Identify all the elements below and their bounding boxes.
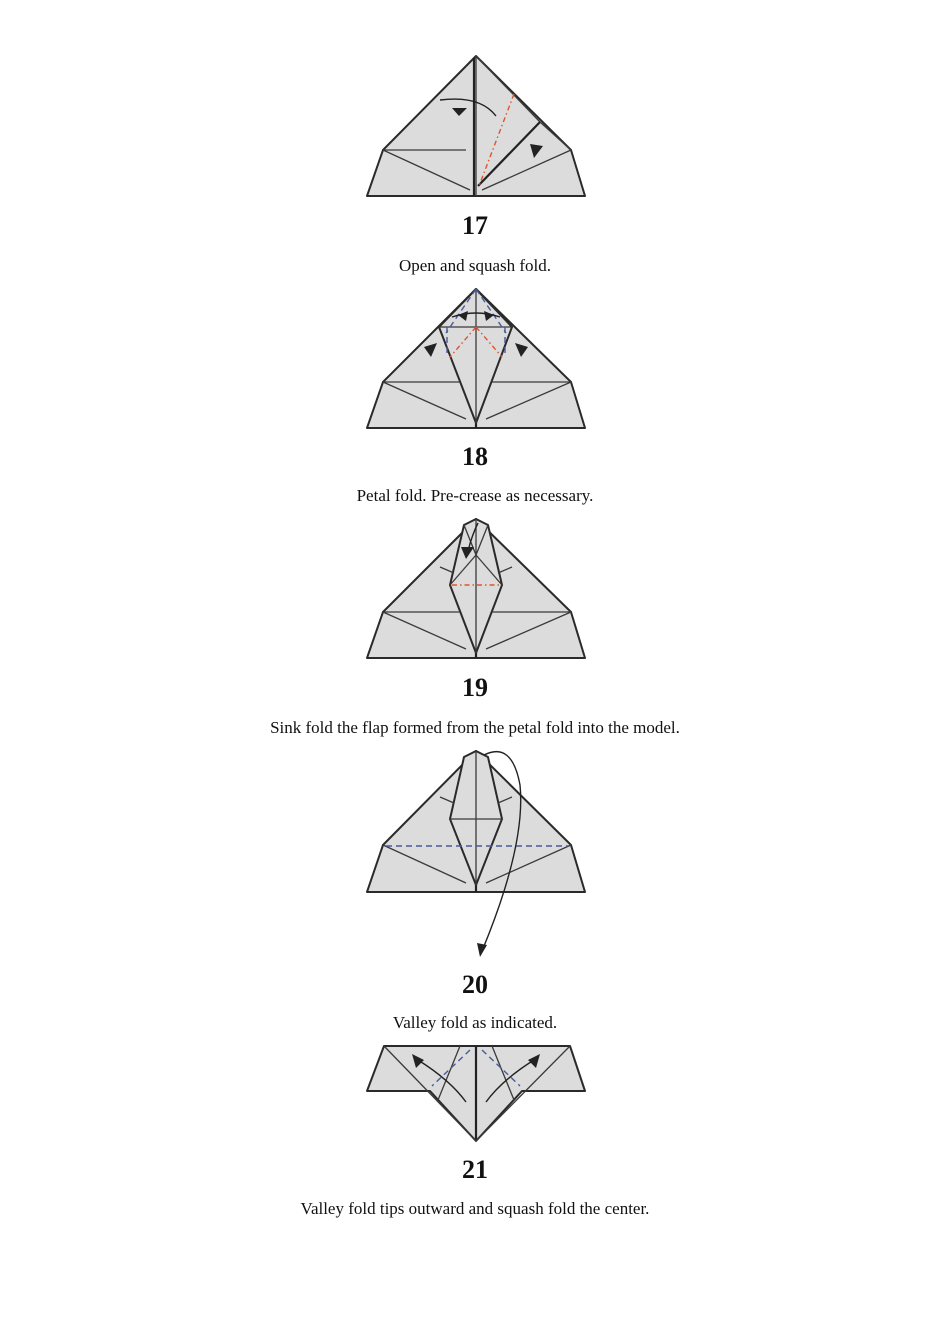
step-caption: Petal fold. Pre-crease as necessary. — [356, 486, 594, 505]
step-19-diagram — [0, 515, 950, 665]
step-20-diagram — [0, 745, 950, 965]
step-number: 21 — [462, 1155, 488, 1184]
step-caption: Open and squash fold. — [398, 256, 552, 275]
step-caption: Valley fold tips outward and squash fold the center. — [300, 1199, 650, 1218]
step-number: 20 — [462, 970, 488, 999]
step-number: 18 — [462, 442, 488, 471]
step-number: 19 — [462, 673, 488, 702]
step-caption: Sink fold the flap formed from the petal fold into the model. — [270, 718, 680, 737]
step-number: 17 — [462, 211, 488, 240]
step-caption: Valley fold as indicated. — [392, 1013, 558, 1032]
step-18-diagram — [0, 285, 950, 435]
step-21-diagram — [0, 1040, 950, 1150]
